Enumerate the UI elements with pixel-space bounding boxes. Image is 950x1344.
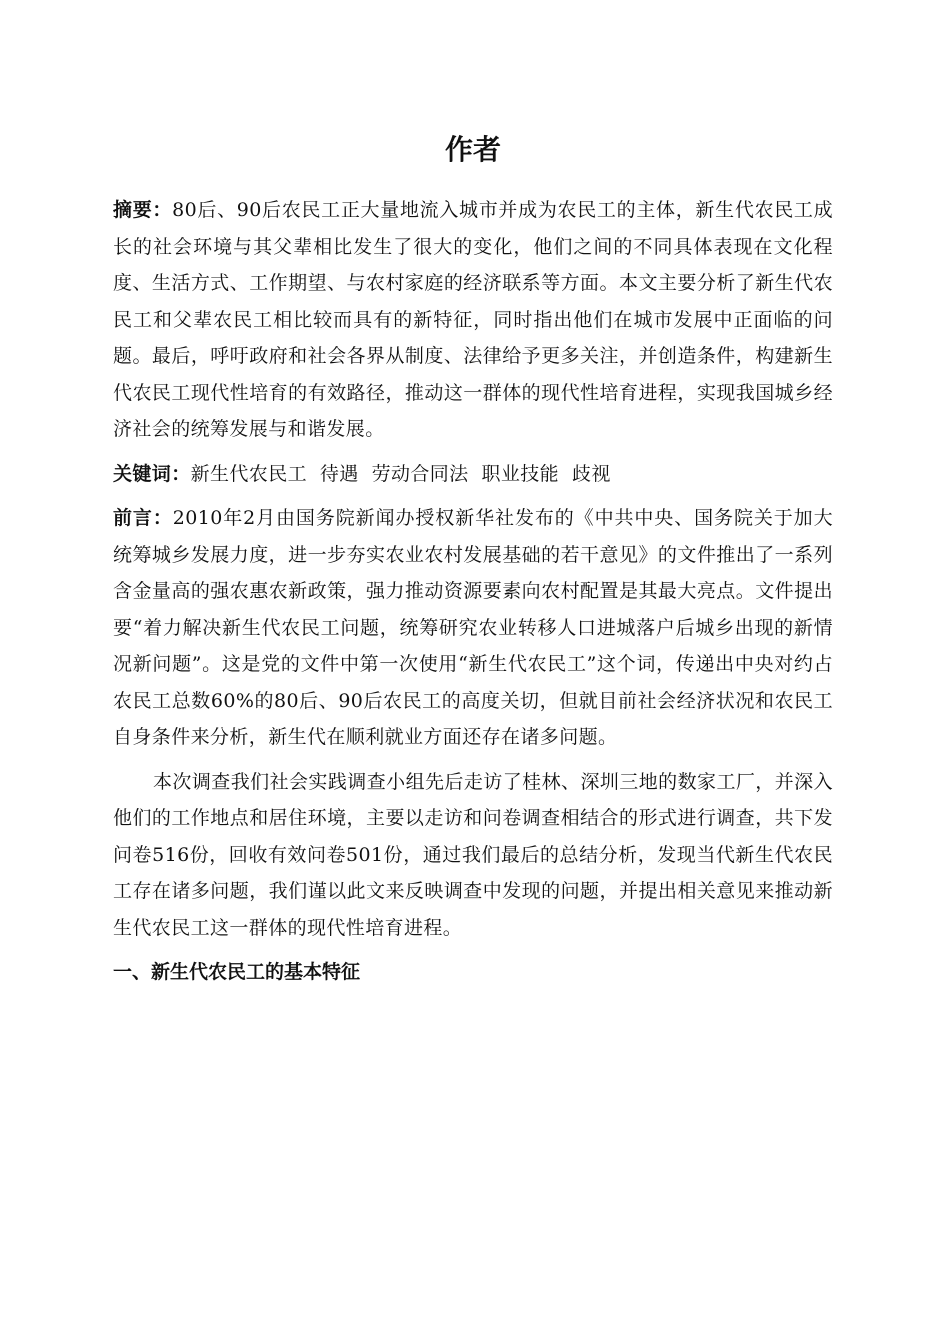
keywords-label: 关键词： xyxy=(113,462,191,485)
abstract-paragraph xyxy=(113,192,833,448)
preface-text: 2010年2月由国务院新闻办授权新华社发布的《中共中央、国务院关于加大统筹城乡发展力度，进一步夯实农业农村发展基础的若干意见》的文件推出了一系列含金量高的强农惠农新政策，强力推动资源要素向农村配置是其最大亮点。文件提出要“着力解决新生代农民工问题，统筹研究农业转移人口进城落户后城乡出现的新情况新问题”。这是党的文件中第一次使用“新生代农民工”这个词，传递出中央对约占农民工总数60%的80后、90后农民工的高度关切，但就目前社会经济状况和农民工自身条件来分析，新生代在顺利就业方面还存在诸多问题。 xyxy=(113,507,833,748)
preface-label: 前言： xyxy=(113,507,173,529)
abstract-text: 80后、90后农民工正大量地流入城市并成为农民工的主体，新生代农民工成长的社会环境与其父辈相比发生了很大的变化，他们之间的不同具体表现在文化程度、生活方式、工作期望、与农村家庭的经济联系等方面。本文主要分析了新生代农民工和父辈农民工相比较而具有的新特征，同时指出他们在城市发展中正面临的问题。最后，呼吁政府和社会各界从制度、法律给予更多关注，并创造条件，构建新生代农民工现代性培育的有效路径，推动这一群体的现代性培育进程，实现我国城乡经济社会的统筹发展与和谐发展。 xyxy=(113,199,834,440)
abstract-label: 摘要： xyxy=(113,199,173,221)
keywords-text: 新生代农民工 待遇 劳动合同法 职业技能 歧视 xyxy=(190,462,611,485)
keywords-paragraph xyxy=(113,456,833,493)
preface-paragraph xyxy=(113,500,833,756)
document-title: 作者 xyxy=(444,133,501,166)
section-heading: 一、新生代农民工的基本特征 xyxy=(113,961,361,983)
survey-paragraph: 本次调查我们社会实践调查小组先后走访了桂林、深圳三地的数家工厂，并深入他们的工作地点和居住环境，主要以走访和问卷调查相结合的形式进行调查，共下发问卷516份，回收有效问卷501份，通过我们最后的总结分析，发现当代新生代农民工存在诸多问题，我们谨以此文来反映调查中发现的问题，并提出相关意见来推动新生代农民工这一群体的现代性培育进程。 xyxy=(113,770,833,939)
document-page xyxy=(113,128,833,990)
